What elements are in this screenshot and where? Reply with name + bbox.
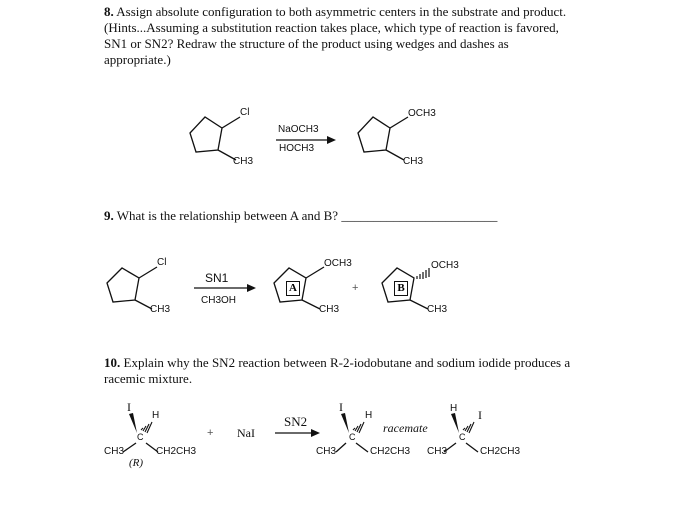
question-9-prompt: What is the relationship between A and B?: [116, 208, 339, 223]
q8-product-och3-label: OCH3: [408, 108, 436, 119]
q9-plus-sign: +: [352, 282, 359, 294]
q10-product2-ch2ch3: CH2CH3: [480, 446, 521, 457]
question-10-line-2: racemic mixture.: [104, 371, 193, 386]
q10-product1-ch3-bond: [336, 443, 346, 452]
question-10-line-1: Explain why the SN2 reaction between R-2-iodobutane and sodium iodide produces a: [123, 355, 571, 370]
q10-product1-h: H: [365, 410, 373, 421]
question-10-number: 10.: [104, 355, 121, 370]
question-8-line-1: Assign absolute configuration to both asymmetric centers in the substrate and product.: [116, 4, 567, 19]
q8-substrate-ring: [190, 117, 222, 152]
q10-product1-ch2ch3-bond: [356, 443, 368, 452]
q8-substrate-ch3-text: CH3: [233, 156, 254, 167]
q9-substrate-ring: [107, 268, 139, 302]
question-10-text: [104, 355, 664, 387]
question-8-line-4: appropriate.): [104, 52, 171, 67]
q10-condition-sn2: SN2: [284, 414, 308, 429]
q9-product-b-ch3-bond: [410, 300, 428, 309]
q10-substrate-h: H: [152, 410, 160, 421]
q9-b-ch3-label: CH3: [427, 304, 448, 315]
q8-product-och3-bond: [390, 117, 408, 128]
q8-product-ch3-bond: [386, 150, 404, 160]
q10-reagent-nai: NaI: [237, 426, 255, 440]
q9-label-b: B: [394, 281, 408, 296]
question-9-answer-blank[interactable]: ________________________: [341, 208, 498, 223]
q9-a-ch3-label: CH3: [319, 304, 340, 315]
q10-product1-wedge-i: [341, 413, 349, 433]
q8-reagent-1: NaOCH3: [278, 124, 319, 135]
q8-reagent-2: HOCH3: [279, 143, 315, 154]
q10-product2-c: C: [459, 432, 466, 442]
q9-a-och3-label: OCH3: [324, 258, 352, 269]
question-9-text: [104, 208, 664, 224]
q9-label-a: A: [286, 281, 300, 296]
q10-product2-wedge-h: [451, 413, 459, 433]
q8-arrow-head: [327, 136, 336, 144]
q8-substrate-cl-label: Cl: [240, 107, 250, 118]
q10-substrate-i: I: [127, 400, 131, 414]
question-8-number: 8.: [104, 4, 114, 19]
q10-substrate-ch3: CH3: [104, 446, 125, 457]
q9-substrate-cl-label: Cl: [157, 257, 167, 268]
q9-product-b-dash-bond: [417, 268, 429, 279]
q9-condition-solvent: CH3OH: [201, 295, 237, 306]
q9-arrow-head: [247, 284, 256, 292]
q9-b-och3-label: OCH3: [431, 260, 459, 271]
q10-substrate-c: C: [137, 432, 144, 442]
q10-substrate-ch2ch3: CH2CH3: [156, 446, 197, 457]
q10-substrate-configuration: (R): [129, 457, 144, 469]
q8-substrate-cl-bond: [222, 117, 240, 128]
q10-product1-ch2ch3: CH2CH3: [370, 446, 411, 457]
q10-product1-i: I: [339, 400, 343, 414]
q9-product-a-ch3-bond: [302, 300, 320, 309]
q10-product1-ch3: CH3: [316, 446, 337, 457]
q8-product-ring: [358, 117, 390, 152]
q9-product-a-och3-bond: [306, 267, 324, 278]
q10-product2-i: I: [478, 408, 482, 422]
q9-substrate-cl-bond: [139, 267, 157, 278]
q10-product2-ch3: CH3: [427, 446, 448, 457]
q10-racemate-label: racemate: [383, 421, 428, 435]
q10-substrate-wedge-i: [129, 413, 137, 433]
question-9-number: 9.: [104, 208, 114, 223]
q10-product2-ch2ch3-bond: [466, 443, 478, 452]
q10-arrow-head: [311, 429, 320, 437]
q8-product-ch3-label: CH3: [403, 156, 424, 167]
q10-plus-sign: +: [207, 427, 214, 439]
q8-substrate-ch3-label: [233, 156, 253, 167]
question-8-line-3: SN1 or SN2? Redraw the structure of the product using wedges and dashes as: [104, 36, 509, 51]
q10-product1-c: C: [349, 432, 356, 442]
q10-product2-h: H: [450, 403, 458, 414]
q9-substrate-ch3-label: CH3: [150, 304, 171, 315]
q10-substrate-ch3-bond: [123, 443, 136, 452]
q9-condition-sn1: SN1: [205, 271, 229, 285]
question-8-line-2: (Hints...Assuming a substitution reaction takes place, which type of reaction is favored,: [104, 20, 559, 35]
